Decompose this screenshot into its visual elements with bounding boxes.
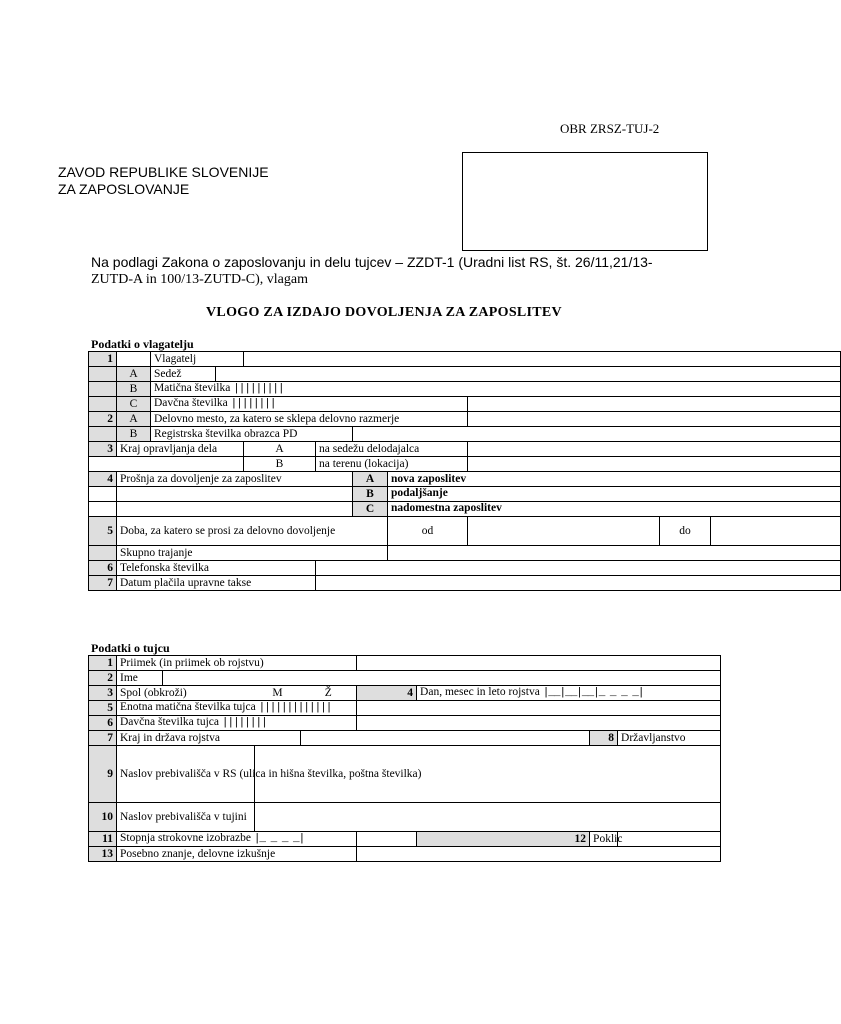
education-level-input[interactable] [357,832,417,847]
birthplace-input[interactable] [301,731,590,746]
applicant-row-4c [89,502,841,517]
replacement-employment-option[interactable]: nadomestna zaposlitev [388,502,841,517]
field-location-input[interactable] [468,457,841,472]
row-number: 1 [89,656,117,671]
birth-date-boxes[interactable]: |__|__|__|_ _ _ _| [542,687,644,699]
fee-payment-date-label: Datum plačila upravne takse [117,576,316,591]
row-number: 2 [89,412,117,427]
applicant-row-7 [89,576,841,591]
applicant-row-1a [89,367,841,382]
applicant-row-4a [89,472,841,487]
intro-line-2: ZUTD-A in 100/13-ZUTD-C), vlagam [91,272,308,287]
row-letter: B [353,487,388,502]
applicant-row-1c [89,397,841,412]
at-employer-seat-input[interactable] [468,442,841,457]
address-abroad-label: Naslov prebivališča v tujini [117,803,255,832]
row-number: 6 [89,716,117,731]
institution-line-2: ZA ZAPOSLOVANJE [58,181,190,197]
surname-input[interactable] [357,656,721,671]
duration-from-input[interactable] [468,517,660,546]
applicant-row-1b [89,382,841,397]
applicant-row-3a [89,442,841,457]
empty-cell [89,457,244,472]
occupation-label: Poklic [590,832,618,847]
applicant-row-2b [89,427,841,442]
occupation-input[interactable] [618,832,721,847]
row-number: 6 [89,561,117,576]
job-position-label: Delovno mesto, za katero se sklepa delovno razmerje [151,412,468,427]
empty-cell [117,502,353,517]
applicant-row-1 [89,352,841,367]
birth-date-text: Dan, mesec in leto rojstva [420,686,540,698]
permit-duration-label: Doba, za katero se prosi za delovno dovoljenje [117,517,388,546]
row-letter: B [244,457,316,472]
duration-from-label: od [388,517,468,546]
registration-number-boxes[interactable]: ||||||||| [233,383,284,395]
document-title: VLOGO ZA IZDAJO DOVOLJENJA ZA ZAPOSLITEV [206,305,562,320]
pd-form-number-input[interactable] [353,427,841,442]
pd-form-number-label: Registrska številka obrazca PD [151,427,353,442]
foreigner-row-5 [89,701,721,716]
special-skills-input[interactable] [357,847,721,862]
applicant-row-5-total [89,546,841,561]
row-letter: A [117,367,151,382]
intro-text [91,254,691,288]
seat-label: Sedež [151,367,216,382]
first-name-input[interactable] [163,671,721,686]
registration-number-input[interactable] [244,382,841,397]
row-letter: B [117,382,151,397]
emso-label [117,701,357,716]
row-number [89,367,117,382]
duration-to-input[interactable] [711,517,841,546]
applicant-row-3b [89,457,841,472]
applicant-section-title: Podatki o vlagatelju [91,337,194,351]
permit-request-label: Prošnja za dovoljenje za zaposlitev [117,472,353,487]
applicant-table [88,351,841,591]
birth-date-label [417,686,721,701]
applicant-row-6 [89,561,841,576]
education-level-boxes[interactable]: |_ _ _ _| [253,833,305,845]
row-number: 4 [89,472,117,487]
seat-input[interactable] [216,367,841,382]
empty-cell [117,352,151,367]
phone-input[interactable] [316,561,841,576]
row-number: 2 [89,671,117,686]
row-number: 9 [89,746,117,803]
row-number [89,397,117,412]
address-si-label: Naslov prebivališča v RS (ulica in hišna številka, poštna številka) [117,746,255,803]
intro-line-1: Na podlagi Zakona o zaposlovanju in delu tujcev – ZZDT-1 (Uradni list RS, št. 26/11,21/13- [91,254,653,270]
row-letter: A [353,472,388,487]
row-number: 1 [89,352,117,367]
row-number [89,382,117,397]
row-number: 3 [89,442,117,457]
foreigner-row-9 [89,746,721,803]
foreigner-tax-boxes[interactable]: |||||||| [221,717,267,729]
row-number: 12 [417,832,590,847]
citizenship-label: Državljanstvo [618,731,721,746]
tax-number-text: Davčna številka [154,397,228,409]
foreigner-table [88,655,721,862]
job-position-input[interactable] [468,412,841,427]
phone-label: Telefonska številka [117,561,316,576]
row-letter: B [117,427,151,442]
applicant-row-2a [89,412,841,427]
duration-to-label: do [660,517,711,546]
applicant-name-input[interactable] [244,352,841,367]
field-location-label: na terenu (lokacija) [316,457,468,472]
foreigner-row-3-4 [89,686,721,701]
row-letter: A [244,442,316,457]
foreigner-row-1 [89,656,721,671]
sex-label: Spol (obkroži) [117,686,255,701]
sex-option-z[interactable]: Ž [301,686,357,701]
at-employer-seat-label: na sedežu delodajalca [316,442,468,457]
foreigner-row-13 [89,847,721,862]
tax-number-boxes[interactable]: |||||||| [230,398,276,410]
emso-text: Enotna matična številka tujca [120,701,256,713]
row-number: 8 [590,731,618,746]
education-level-text: Stopnja strokovne izobrazbe [120,832,251,844]
applicant-row-4b [89,487,841,502]
row-letter: A [117,412,151,427]
foreigner-row-10 [89,803,721,832]
education-level-label [117,832,357,847]
row-number: 7 [89,731,117,746]
foreigner-tax-input[interactable] [357,716,721,731]
foreigner-section-title: Podatki o tujcu [91,641,170,655]
foreigner-row-7-8 [89,731,721,746]
fee-payment-date-input[interactable] [316,576,841,591]
applicant-row-5 [89,517,841,546]
extension-option[interactable]: podaljšanje [388,487,841,502]
row-number: 7 [89,576,117,591]
special-skills-label: Posebno znanje, delovne izkušnje [117,847,357,862]
foreigner-row-2 [89,671,721,686]
row-letter: C [353,502,388,517]
applicant-name-label: Vlagatelj [151,352,244,367]
row-number: 4 [357,686,417,701]
emso-input[interactable] [357,701,721,716]
new-employment-option[interactable]: nova zaposlitev [388,472,841,487]
row-number: 11 [89,832,117,847]
total-duration-label: Skupno trajanje [117,546,388,561]
registration-number-label [151,382,284,397]
institution-name [58,164,269,198]
first-name-label: Ime [117,671,163,686]
sex-option-m[interactable]: M [255,686,301,701]
form-code: OBR ZRSZ-TUJ-2 [560,121,660,136]
tax-number-extra-input[interactable] [468,397,841,412]
row-number: 10 [89,803,117,832]
foreigner-tax-label [117,716,357,731]
foreigner-row-6 [89,716,721,731]
row-number: 5 [89,701,117,716]
birthplace-label: Kraj in država rojstva [117,731,301,746]
empty-cell [89,502,117,517]
total-duration-input[interactable] [388,546,841,561]
row-number [89,427,117,442]
row-number: 5 [89,517,117,546]
surname-label: Priimek (in priimek ob rojstvu) [117,656,357,671]
foreigner-row-11-12 [89,832,721,847]
empty-cell [89,487,117,502]
foreigner-tax-text: Davčna številka tujca [120,716,219,728]
tax-number-label [151,397,276,412]
row-letter: C [117,397,151,412]
tax-number-spacer [244,397,468,412]
row-number [89,546,117,561]
work-location-label: Kraj opravljanja dela [117,442,244,457]
registration-number-text: Matična številka [154,382,231,394]
row-number: 3 [89,686,117,701]
empty-cell [117,487,353,502]
emso-boxes[interactable]: ||||||||||||| [258,702,332,714]
institution-line-1: ZAVOD REPUBLIKE SLOVENIJE [58,164,269,180]
row-number: 13 [89,847,117,862]
stamp-box[interactable] [462,152,708,251]
address-abroad-input[interactable] [255,803,721,832]
